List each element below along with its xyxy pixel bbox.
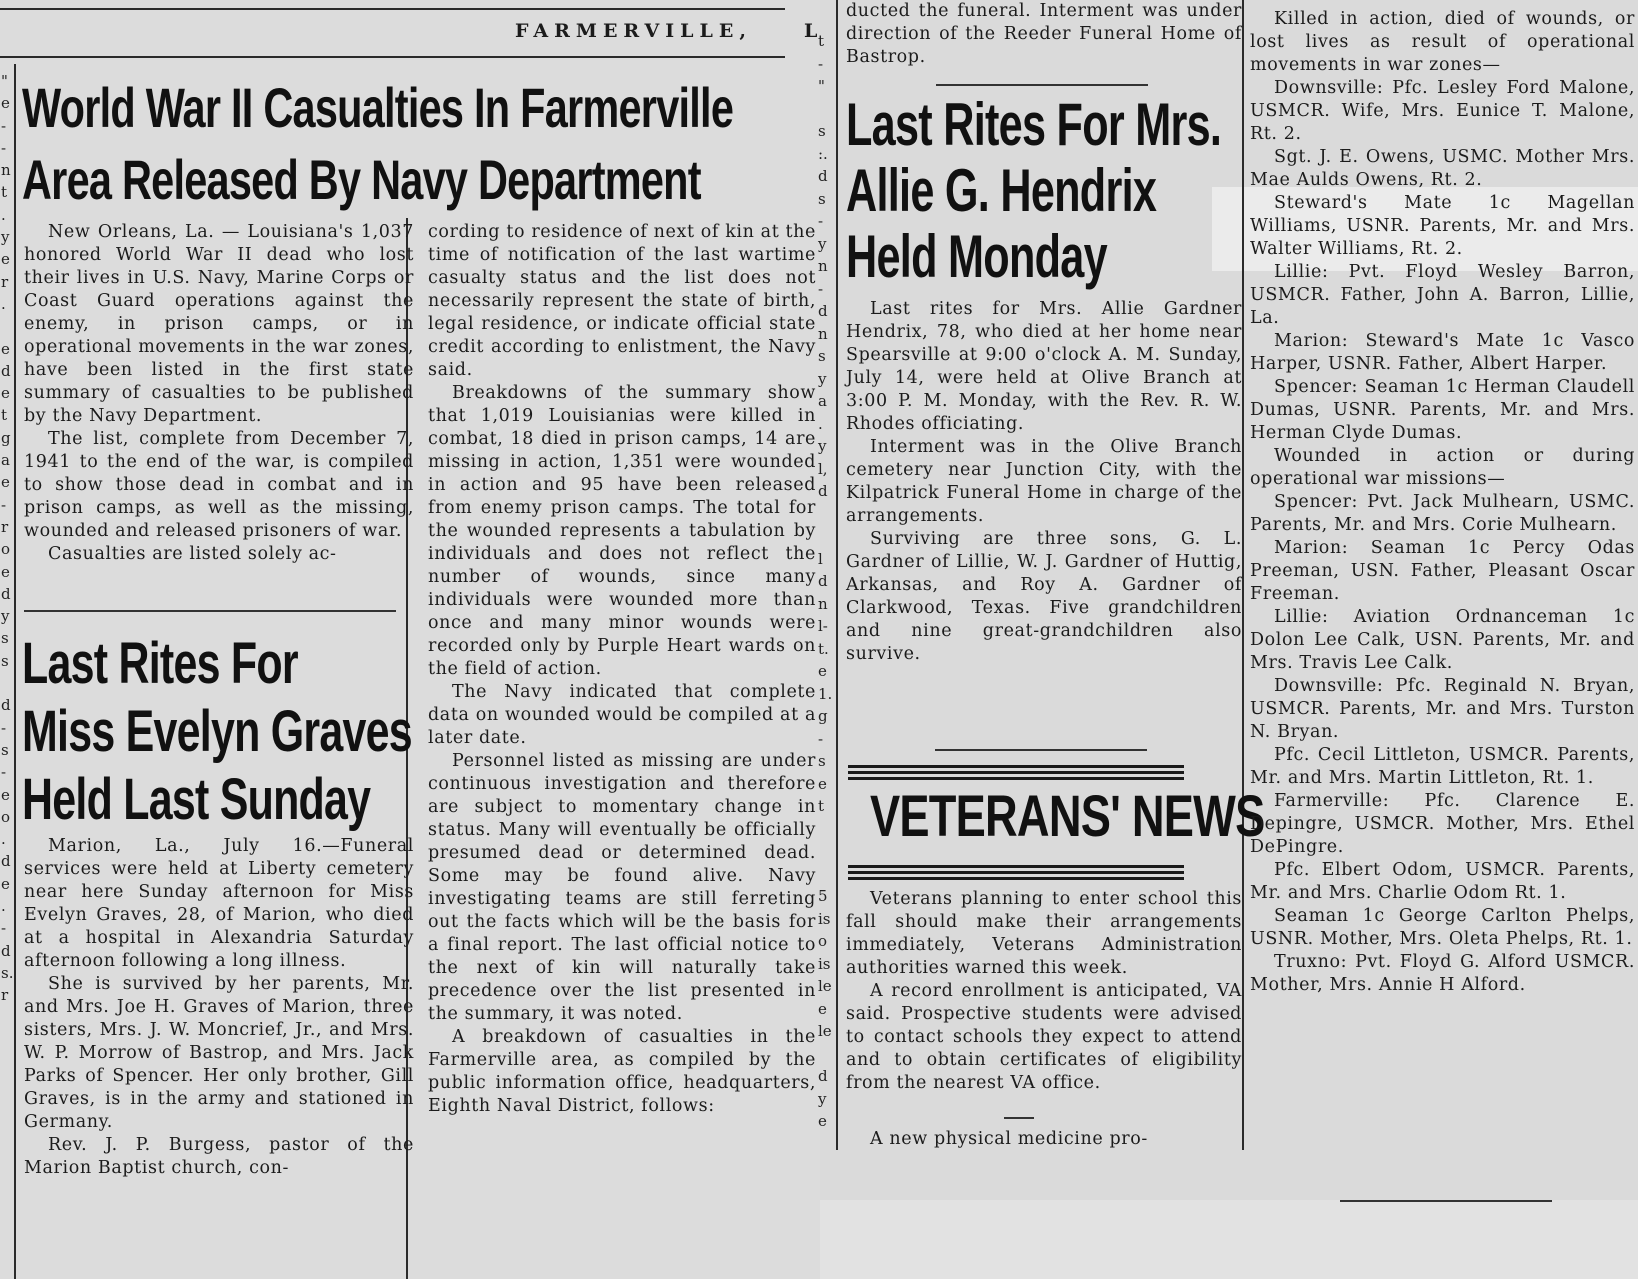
list-item: Marion: Seaman 1c Percy Odas Preeman, USN. Father, Pleasant Oscar Freeman. bbox=[1250, 538, 1635, 604]
paragraph: A record enrollment is anticipated, VA said. Prospective students were advised to contact schools they expect to attend and to obtain certificates of eligibility from the nearest VA office. bbox=[846, 981, 1242, 1093]
headline-line: Held Last Sunday bbox=[22, 767, 371, 832]
headline-line: Allie G. Hendrix bbox=[846, 157, 1157, 224]
list-item: Downsville: Pfc. Lesley Ford Malone, USMCR. Wife, Mrs. Eunice T. Malone, Rt. 2. bbox=[1250, 78, 1635, 144]
veterans-rule bbox=[848, 765, 1184, 768]
list-item: Lillie: Aviation Ordnanceman 1c Dolon Lee Calk, USN. Parents, Mr. and Mrs. Travis Lee Calk. bbox=[1250, 607, 1635, 673]
headline-hendrix bbox=[846, 92, 1221, 290]
list-item: Spencer: Pvt. Jack Mulhearn, USMC. Parents, Mr. and Mrs. Corie Mulhearn. bbox=[1250, 492, 1635, 535]
article-divider bbox=[24, 610, 396, 612]
masthead-title: FARMERVILLE, bbox=[515, 20, 752, 42]
casualties-column-2 bbox=[428, 221, 816, 1118]
article-divider bbox=[1004, 1117, 1034, 1119]
list-item: Steward's Mate 1c Magellan Williams, USNR. Parents, Mr. and Mrs. Walter Williams, Rt. 2. bbox=[1250, 193, 1635, 259]
left-edge-fragments: " e - - n t . y e r . e d e t g a e - r o e d y s s d - s - e o . d e . - d s. r bbox=[1, 72, 14, 1005]
paragraph: Last rites for Mrs. Allie Gardner Hendrix, 78, who died at her home near Spearsville at 9:00 o'clock A. M. Sunday, July 14, were held at Olive Branch at 3:00 P. M. Monday, with the Rev. R. W. Rhodes officiating. bbox=[846, 299, 1242, 434]
graves-body bbox=[24, 835, 414, 1180]
headline-line: World War II Casualties In Farmerville bbox=[22, 76, 734, 139]
hendrix-body bbox=[846, 298, 1242, 666]
paragraph: Marion, La., July 16.—Funeral services were held at Liberty cemetery near here Sunday afternoon for Miss Evelyn Graves, 28, of Marion, who died at a hospital in Alexandria Saturday afternoon following a long illness. bbox=[24, 836, 414, 971]
veterans-body bbox=[846, 888, 1242, 1095]
list-item: Farmerville: Pfc. Clarence E. Depingre, USMCR. Mother, Mrs. Ethel DePingre. bbox=[1250, 791, 1635, 857]
article-divider bbox=[1340, 1200, 1552, 1202]
paragraph: A breakdown of casualties in the Farmerville area, as compiled by the public information office, headquarters, Eighth Naval District, follows: bbox=[428, 1027, 816, 1116]
veterans-rule bbox=[848, 777, 1184, 780]
masthead-cut-letter: L bbox=[804, 20, 818, 42]
paragraph: Rev. J. P. Burgess, pastor of the Marion Baptist church, con- bbox=[24, 1135, 414, 1178]
list-item: Sgt. J. E. Owens, USMC. Mother Mrs. Mae Aulds Owens, Rt. 2. bbox=[1250, 147, 1635, 190]
list-item: Wounded in action or during operational war missions— bbox=[1250, 446, 1635, 489]
paragraph: Personnel listed as missing are under continuous investigation and therefore are subject to momentary change in status. Many will eventually be officially presumed dead or determined dead. Some may be found alive. Navy investigating teams are still ferreting out the facts which will be the basis for a final report. The last official notice to the next of kin will naturally take precedence over the list presented in the summary, it was noted. bbox=[428, 751, 816, 1024]
masthead-bottom-rule bbox=[0, 56, 785, 58]
veterans-rule bbox=[848, 871, 1184, 874]
gutter-fragments: t - " s :. d s - y n - d n s y a . y l, d l d n l- t. e 1. g - s e t 5 is o is le e le d y e bbox=[818, 32, 833, 1130]
paragraph: cording to residence of next of kin at the time of notification of the last wartime casualty status and the list does not necessarily represent the state of birth, legal residence, or indicate official state credit according to enlistment, the Navy said. bbox=[428, 222, 816, 380]
list-item: Downsville: Pfc. Reginald N. Bryan, USMCR. Parents, Mr. and Mrs. Turston N. Bryan. bbox=[1250, 676, 1635, 742]
paragraph: Surviving are three sons, G. L. Gardner of Lillie, W. J. Gardner of Huttig, Arkansas, and Roy A. Gardner of Clarkwood, Texas. Five grandchildren and nine great-grandchildren also survive. bbox=[846, 529, 1242, 664]
headline-casualties bbox=[22, 72, 733, 216]
veterans-rule bbox=[848, 877, 1184, 880]
paragraph: Breakdowns of the summary show that 1,019 Louisianias were killed in combat, 18 died in prison camps, 14 are missing in action, 1,351 were wounded in action and 95 have been released from enemy prison camps. The total for the wounded represents a tabulation by individuals and does not reflect the number of wounds, since many individuals were wounded more than once and many minor wounds were recorded only by Purple Heart wards on the field of action. bbox=[428, 383, 816, 679]
paragraph: Interment was in the Olive Branch cemetery near Junction City, with the Kilpatrick Funeral Home in charge of the arrangements. bbox=[846, 437, 1242, 526]
veterans-next bbox=[846, 1128, 1242, 1151]
headline-line: Last Rites For Mrs. bbox=[846, 91, 1222, 158]
list-item: Truxno: Pvt. Floyd G. Alford USMCR. Mother, Mrs. Annie H Alford. bbox=[1250, 952, 1635, 995]
headline-line: Last Rites For bbox=[22, 631, 298, 696]
column-rule bbox=[14, 64, 16, 1279]
veterans-rule bbox=[848, 865, 1184, 868]
graves-continued bbox=[846, 0, 1242, 69]
headline-line: Area Released By Navy Department bbox=[22, 148, 701, 211]
paragraph: The list, complete from December 7, 1941 to the end of the war, is compiled to show those dead in combat and in prison camps, as well as the missing, wounded and released prisoners of war. bbox=[24, 429, 414, 541]
list-item: Killed in action, died of wounds, or lost lives as result of operational movements in war zones— bbox=[1250, 9, 1635, 75]
list-item: Seaman 1c George Carlton Phelps, USNR. Mother, Mrs. Oleta Phelps, Rt. 1. bbox=[1250, 906, 1635, 949]
paragraph: The Navy indicated that complete data on wounded would be compiled at a later date. bbox=[428, 682, 816, 748]
paragraph: Veterans planning to enter school this fall should make their arrangements immediately, Veterans Administration authorities warned this week. bbox=[846, 889, 1242, 978]
paragraph: ducted the funeral. Interment was under direction of the Reeder Funeral Home of Bastrop. bbox=[846, 1, 1242, 67]
paragraph: Casualties are listed solely ac- bbox=[48, 544, 337, 564]
column-rule bbox=[1242, 0, 1244, 1150]
masthead-top-rule bbox=[0, 8, 785, 10]
article-divider bbox=[935, 749, 1147, 751]
article-divider bbox=[936, 84, 1148, 86]
veterans-rule bbox=[848, 771, 1184, 774]
list-item: Marion: Steward's Mate 1c Vasco Harper, USNR. Father, Albert Harper. bbox=[1250, 331, 1635, 374]
list-item: Spencer: Seaman 1c Herman Claudell Dumas, USNR. Parents, Mr. and Mrs. Herman Clyde Dumas. bbox=[1250, 377, 1635, 443]
list-item: Pfc. Elbert Odom, USMCR. Parents, Mr. and Mrs. Charlie Odom Rt. 1. bbox=[1250, 860, 1635, 903]
casualties-list bbox=[1250, 8, 1635, 997]
casualties-column-1 bbox=[24, 221, 414, 566]
headline-veterans: VETERANS' NEWS bbox=[870, 784, 1265, 849]
paragraph: She is survived by her parents, Mr. and Mrs. Joe H. Graves of Marion, three sisters, Mrs. J. W. Moncrief, Jr., and Mrs. W. P. Morrow of Bastrop, and Mrs. Jack Parks of Spencer. Her only brother, Gill Graves, is in the army and stationed in Germany. bbox=[24, 974, 414, 1132]
list-item: Lillie: Pvt. Floyd Wesley Barron, USMCR. Father, John A. Barron, Lillie, La. bbox=[1250, 262, 1635, 328]
column-rule bbox=[836, 0, 838, 1150]
list-item: Pfc. Cecil Littleton, USMCR. Parents, Mr. and Mrs. Martin Littleton, Rt. 1. bbox=[1250, 745, 1635, 788]
paragraph: New Orleans, La. — Louisiana's 1,037 honored World War II dead who lost their lives in U.S. Navy, Marine Corps or Coast Guard operations against the enemy, in prison camps, or in operational movements in the war zones, have been listed in the first state summary of casualties to be published by the Navy Department. bbox=[24, 222, 414, 426]
headline-graves bbox=[22, 630, 412, 834]
headline-line: Held Monday bbox=[846, 223, 1107, 290]
headline-line: Miss Evelyn Graves bbox=[22, 699, 412, 764]
paragraph: A new physical medicine pro- bbox=[870, 1129, 1148, 1149]
